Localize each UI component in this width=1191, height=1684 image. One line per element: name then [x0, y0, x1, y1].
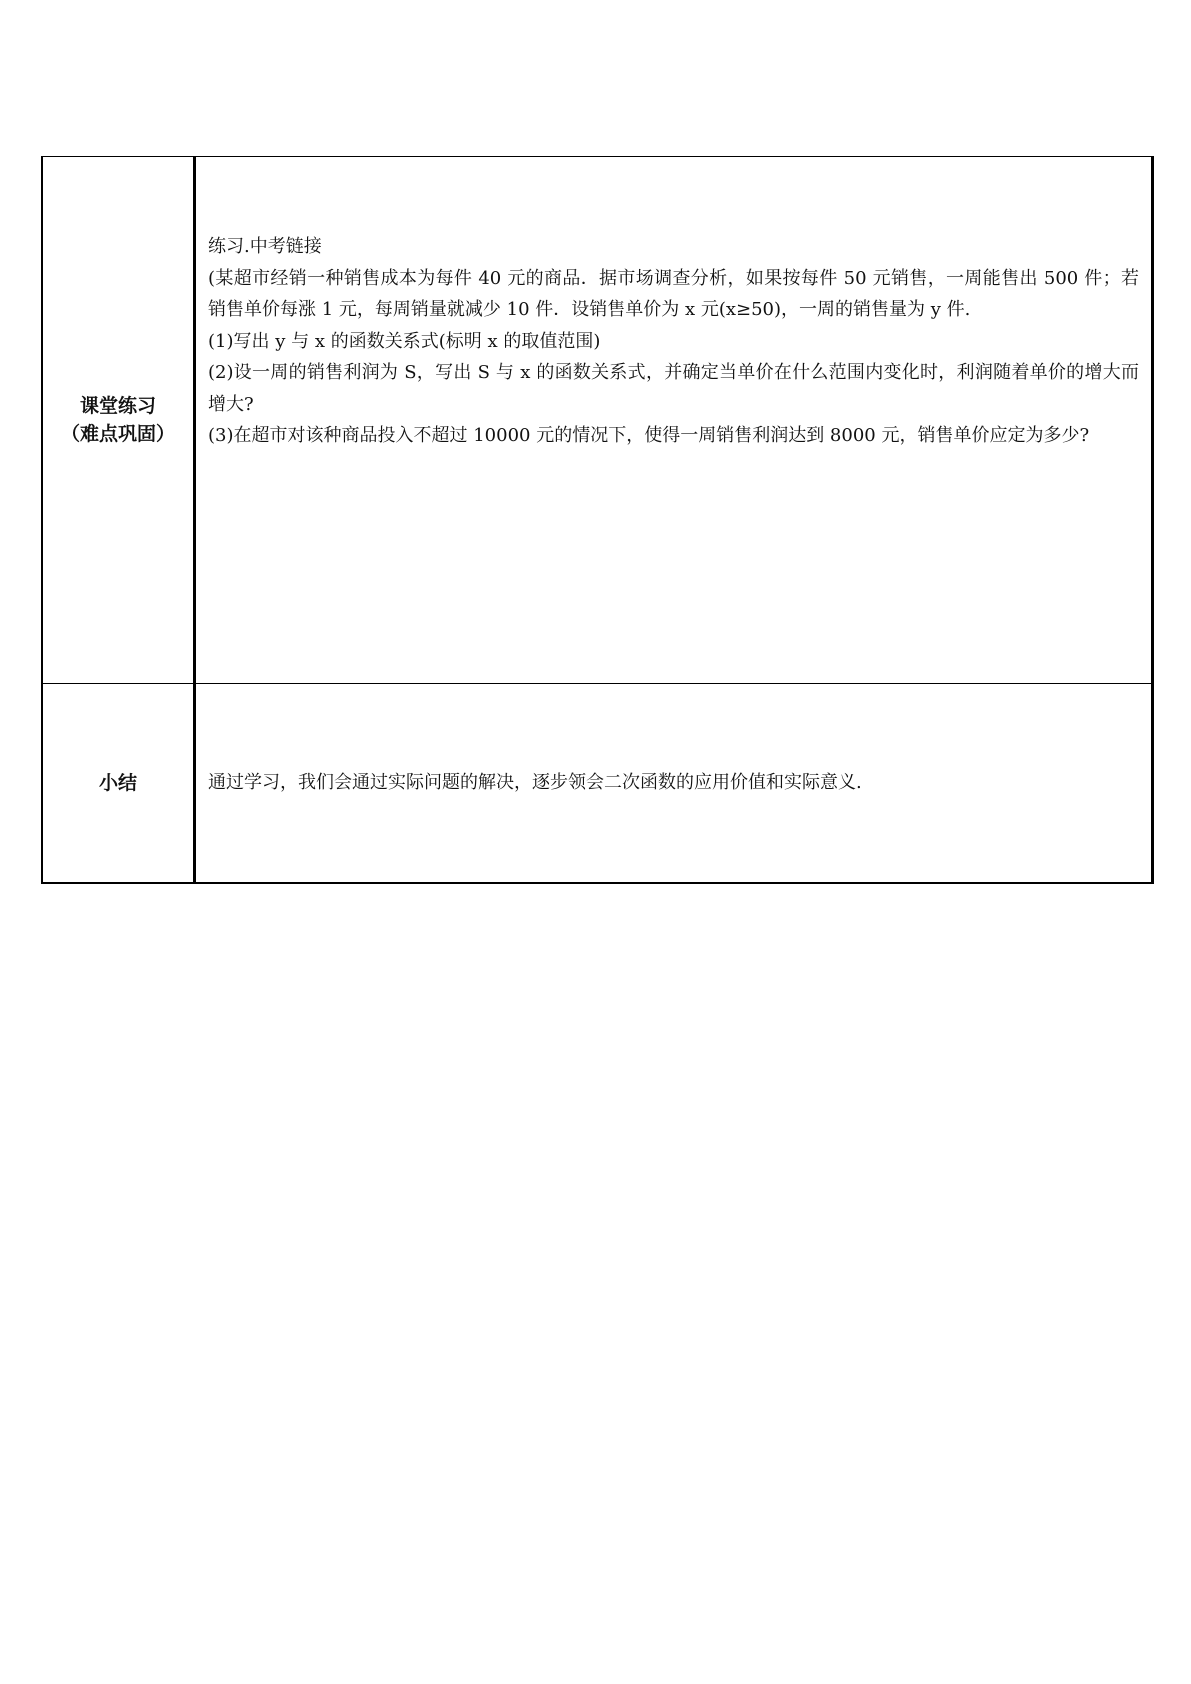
practice-sublabel: （难点巩固） [60, 423, 175, 445]
question-1: (1)写出 y 与 x 的函数关系式(标明 x 的取值范围) [208, 330, 601, 352]
practice-content-cell [195, 157, 1153, 684]
practice-row [42, 157, 1153, 684]
summary-label: 小结 [98, 772, 137, 794]
question-2: (2)设一周的销售利润为 S，写出 S 与 x 的函数关系式，并确定当单价在什么范围内变化时，利润随着单价的增大而增大? [208, 362, 1139, 415]
lesson-table [41, 156, 1154, 884]
summary-text: 通过学习，我们会通过实际问题的解决，逐步领会二次函数的应用价值和实际意义. [208, 772, 862, 794]
question-3: (3)在超市对该种商品投入不超过 10000 元的情况下，使得一周销售利润达到 8000 元，销售单价应定为多少? [208, 425, 1090, 446]
practice-label: 课堂练习 [79, 395, 156, 417]
practice-heading: 练习.中考链接 [208, 236, 322, 257]
summary-content-cell [195, 684, 1153, 884]
summary-row [42, 684, 1153, 884]
summary-label-cell [42, 684, 195, 884]
practice-label-cell [42, 157, 195, 684]
problem-statement: (某超市经销一种销售成本为每件 40 元的商品．据市场调查分析，如果按每件 50 元销售，一周能售出 500 件；若销售单价每涨 1 元，每周销量就减少 10 件．设销售单价为 x 元(x≥50)，一周的销售量为 y 件. [208, 267, 1139, 320]
